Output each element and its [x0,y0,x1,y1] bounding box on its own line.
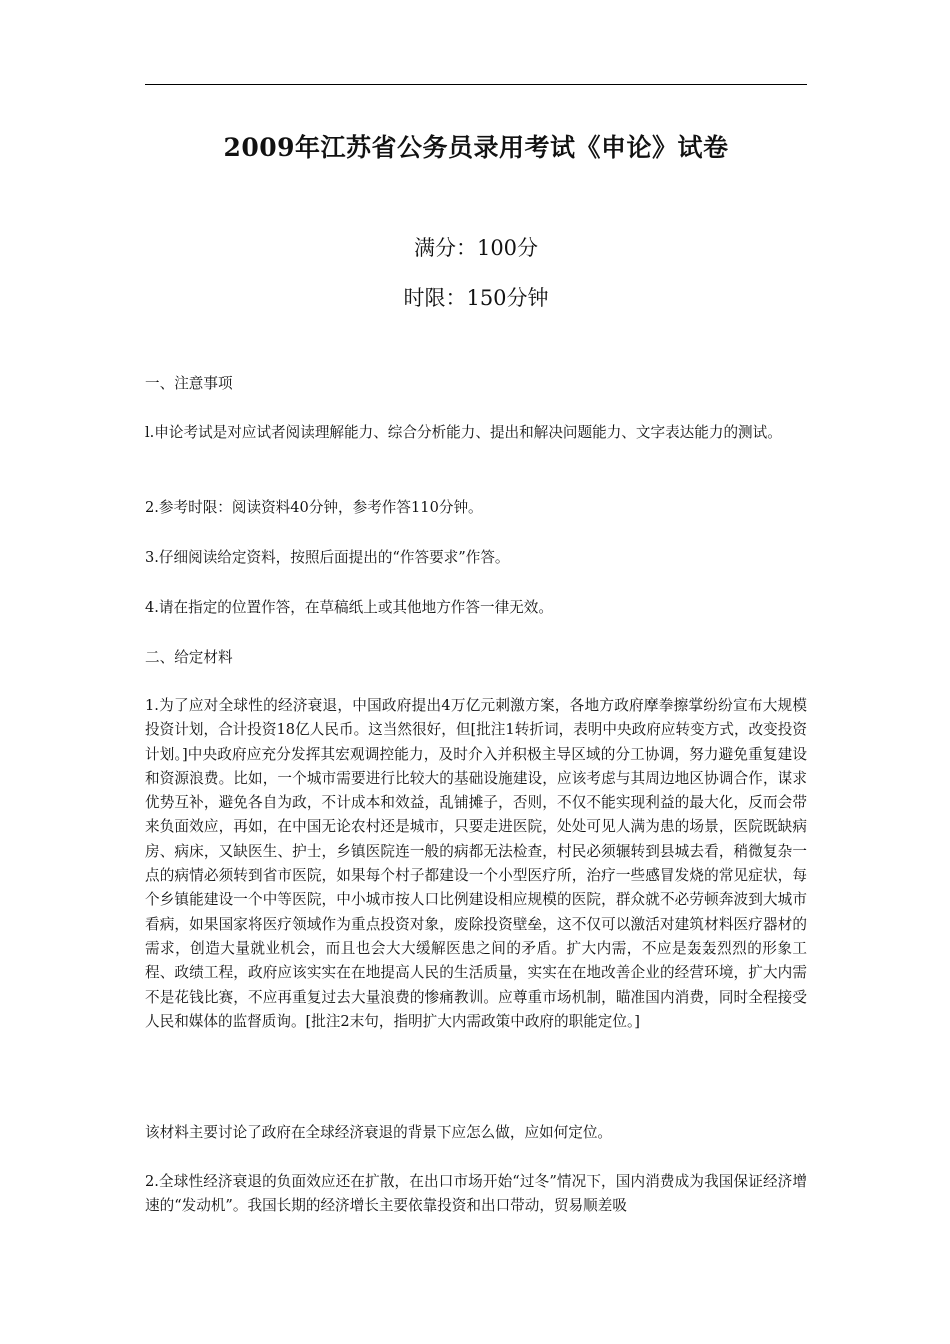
material-paragraph: 1.为了应对全球性的经济衰退，中国政府提出4万亿元刺激方案，各地方政府摩拳擦掌纷纷宣布大规模投资计划，合计投资18亿人民币。这当然很好，但[批注1转折词，表明中央政府应转变方式，改变投资计划。]中央政府应充分发挥其宏观调控能力，及时介入并积极主导区域的分工协调，努力避免重复建设和资源浪费。比如，一个城市需要进行比较大的基础设施建设，应该考虑与其周边地区协调合作，谋求优势互补，避免各自为政，不计成本和效益，乱铺摊子，否则，不仅不能实现利益的最大化，反而会带来负面效应，再如，在中国无论农村还是城市，只要走进医院，处处可见人满为患的场景，医院既缺病房、病床，又缺医生、护士，乡镇医院连一般的病都无法检查，村民必须辗转到县城去看，稍微复杂一点的病情必须转到省市医院，如果每个村子都建设一个小型医疗所，治疗一些感冒发烧的常见症状，每个乡镇能建设一个中等医院，中小城市按人口比例建设相应规模的医院，群众就不必劳顿奔波到大城市看病，如果国家将医疗领域作为重点投资对象，废除投资壁垒，这不仅可以激活对建筑材料医疗器材的需求，创造大量就业机会，而且也会大大缓解医患之间的矛盾。扩大内需，不应是轰轰烈烈的形象工程、政绩工程，政府应该实实在在地提高人民的生活质量，实实在在地改善企业的经营环境，扩大内需不是花钱比赛，不应再重复过去大量浪费的惨痛教训。应尊重市场机制，瞄准国内消费，同时全程接受人民和媒体的监督质询。[批注2末句，指明扩大内需政策中政府的职能定位。] [145,697,807,1030]
section-heading-materials: 二、给定材料 [145,649,233,666]
note-item: 3.仔细阅读给定资料，按照后面提出的“作答要求”作答。 [145,549,510,566]
material-summary: 该材料主要讨论了政府在全球经济衰退的背景下应怎么做，应如何定位。 [145,1124,613,1141]
note-item: 2.参考时限：阅读资料40分钟，参考作答110分钟。 [145,499,483,516]
material-paragraph: 2.全球性经济衰退的负面效应还在扩散，在出口市场开始“过冬”情况下，国内消费成为我国保证经济增速的“发动机”。我国长期的经济增长主要依靠投资和出口带动，贸易顺差吸 [145,1173,807,1215]
header-rule [145,84,807,85]
section-heading-notes: 一、注意事项 [145,375,233,392]
document-title: 2009年江苏省公务员录用考试《申论》试卷 [223,133,729,162]
full-score: 满分：100分 [413,236,539,260]
note-item: l.申论考试是对应试者阅读理解能力、综合分析能力、提出和解决问题能力、文字表达能力的测试。 [145,424,782,441]
time-limit: 时限：150分钟 [403,286,549,310]
note-item: 4.请在指定的位置作答，在草稿纸上或其他地方作答一律无效。 [145,599,553,616]
